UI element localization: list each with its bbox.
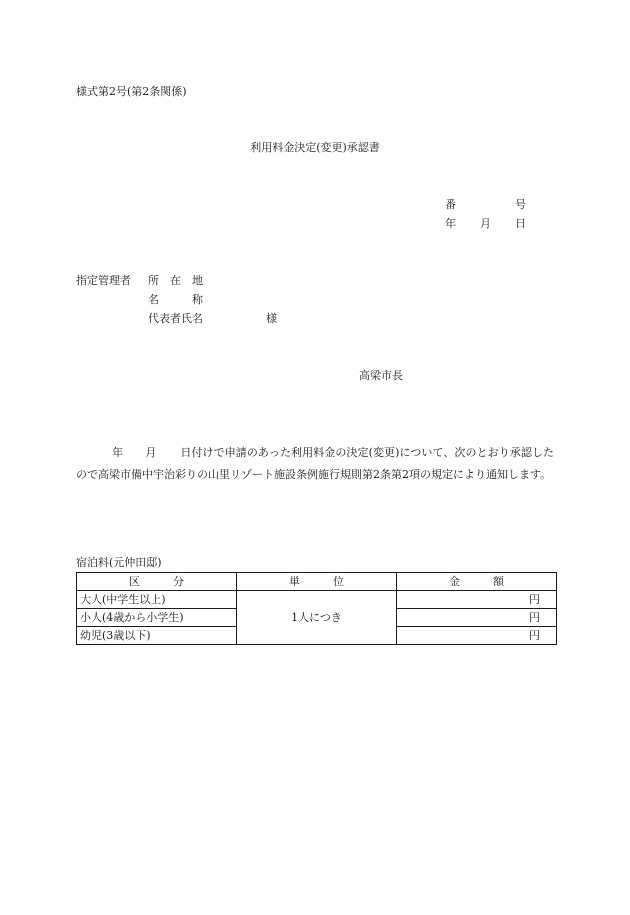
body-year-label: 年 [112,446,124,459]
notice-body [76,442,554,486]
reference-number-suffix: 号 [515,198,526,211]
date-year-label: 年 [445,217,456,230]
addressee-name-label: 名 称 [148,293,203,306]
row-amount: 円 [397,591,557,609]
date-month-label: 月 [480,217,491,230]
addressee-role: 指定管理者 [76,274,131,287]
reference-number-label: 番 [445,198,456,211]
table-row [77,591,557,609]
table-header-row [77,573,557,591]
addressee-honorific: 様 [266,312,277,325]
issuer-name: 高梁市長 [359,369,403,382]
header-amount: 金 額 [397,573,557,591]
row-amount: 円 [397,627,557,645]
addressee-representative-label: 代表者氏名 [148,312,203,325]
table-caption: 宿泊料(元仲田邸) [76,556,162,569]
fee-table [76,572,557,645]
body-month-label: 月 [145,446,157,459]
row-category: 幼児(3歳以下) [77,627,237,645]
row-amount: 円 [397,609,557,627]
header-category: 区 分 [77,573,237,591]
row-category: 大人(中学生以上) [77,591,237,609]
addressee-location-label: 所 在 地 [148,274,203,287]
form-number: 様式第2号(第2条関係) [76,85,187,98]
body-text: 日付けで申請のあった利用料金の決定(変更)について、次のとおり承認したので高梁市備中宇治彩りの山里リゾート施設条例施行規則第2条第2項の規定により通知します。 [76,446,555,481]
row-unit: 1人につき [237,591,397,645]
row-category: 小人(4歳から小学生) [77,609,237,627]
date-day-label: 日 [515,217,526,230]
header-unit: 単 位 [237,573,397,591]
document-title: 利用料金決定(変更)承認書 [250,141,380,154]
